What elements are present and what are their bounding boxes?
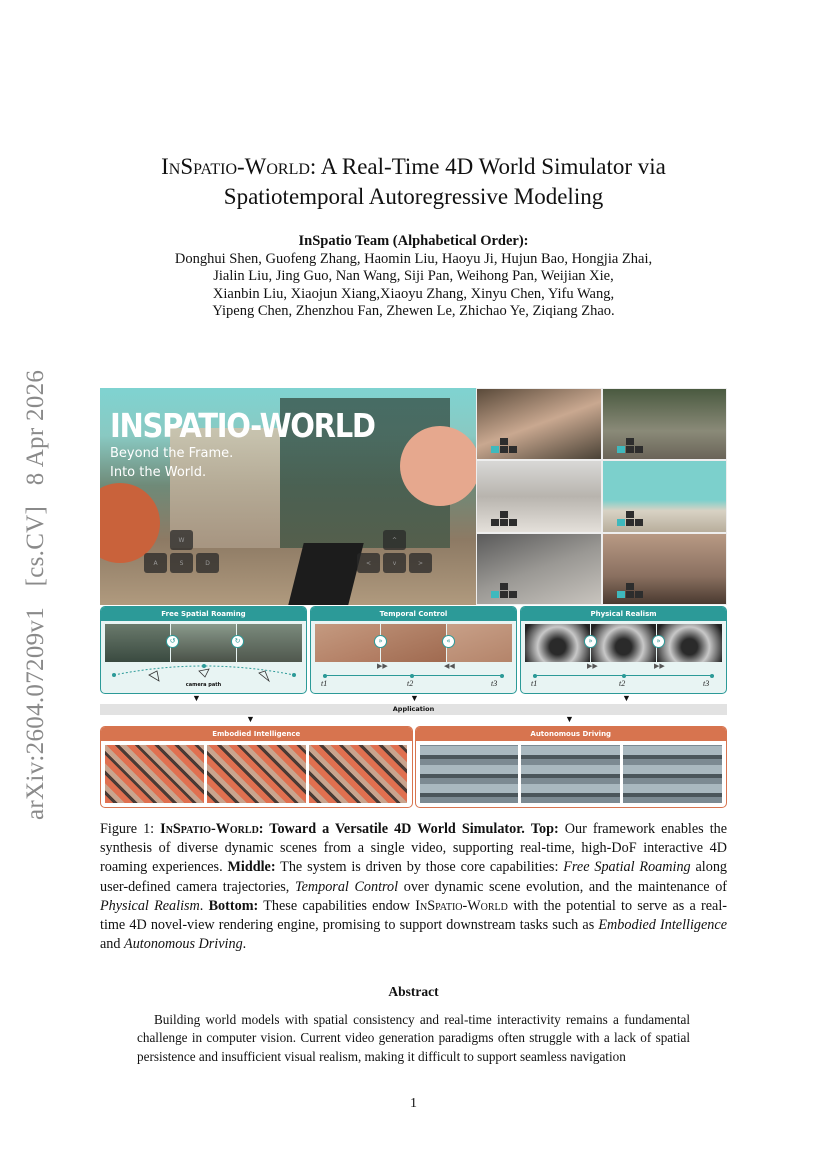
time-label-2: t2 (407, 679, 414, 688)
control-keys-icon (491, 511, 517, 526)
caption-title: : Toward a Versatile 4D World Simulator. (258, 821, 525, 837)
scene-tile-stream (602, 388, 728, 460)
fast-forward-icon: » (652, 635, 665, 648)
temporal-frame-3 (447, 624, 512, 662)
temporal-frame-1 (315, 624, 380, 662)
applications-row (100, 726, 727, 808)
scene-tile-beach (602, 460, 728, 532)
roaming-frame-2 (171, 624, 236, 662)
scene-grid (476, 388, 727, 605)
arrow-keys-icon (357, 530, 432, 573)
down-arrow-icon: ▼ (622, 693, 631, 703)
caption-application-1: Embodied Intelligence (598, 917, 727, 934)
abstract-heading: Abstract (388, 984, 439, 999)
road-shape (286, 543, 363, 605)
application-images (105, 745, 408, 803)
key-up: ^ (383, 530, 406, 550)
embodied-grid-3 (309, 745, 408, 803)
time-label-3: t3 (703, 679, 710, 688)
timeline (533, 675, 714, 676)
caption-system-name: InSpatio-World (415, 897, 508, 914)
key-d: D (196, 553, 219, 573)
physics-frame-3 (657, 624, 722, 662)
capability-temporal-control (310, 606, 517, 694)
control-keys-icon (617, 511, 643, 526)
caption-capability-2: Temporal Control (294, 878, 399, 895)
time-label-2: t2 (619, 679, 626, 688)
team-name: InSpatio Team (Alphabetical Order): (298, 233, 529, 249)
caption-and: and (100, 936, 121, 953)
embodied-grid-1 (105, 745, 204, 803)
caption-application-2: Autonomous Driving (124, 936, 243, 953)
timeline (323, 675, 504, 676)
timeline-dot (500, 674, 504, 678)
caption-middle-text: along user-defined camera trajectories, (100, 859, 728, 895)
abstract-text: Building world models with spatial consistency and real-time interactivity remains a fundamental challenge in computer vision. Current video generation paradigms often struggle with a lack of spatial persistence and insufficient visual realism, making it difficult to support seamless navigation (137, 1012, 690, 1064)
caption-bottom-label: Bottom: (208, 897, 259, 914)
rewind-icon: ◀◀ (444, 662, 455, 670)
caption-bottom-text: These capabilities endow (263, 897, 411, 914)
control-keys-icon (491, 438, 517, 453)
capability-free-spatial-roaming (100, 606, 307, 694)
down-arrow-icon: ▼ (410, 693, 419, 703)
figure-1 (100, 388, 727, 808)
title-line1-rest: : A Real-Time 4D World Simulator via (309, 154, 666, 179)
control-keys-icon (617, 438, 643, 453)
wasd-keys-icon (144, 530, 219, 573)
fast-forward-icon: » (584, 635, 597, 648)
application-autonomous-driving (415, 726, 728, 808)
hero-subtitle-line1: Beyond the Frame. (110, 446, 234, 461)
timeline-dot (410, 674, 414, 678)
timeline-dot (622, 674, 626, 678)
capability-images (105, 624, 302, 662)
capability-title: Temporal Control (311, 607, 516, 621)
application-title: Autonomous Driving (416, 727, 727, 741)
scene-tile-tent (476, 388, 602, 460)
key-down: v (383, 553, 406, 573)
arxiv-category: [cs.CV] (22, 505, 49, 587)
title-line2: Spatiotemporal Autoregressive Modeling (223, 184, 604, 209)
fast-forward-icon: ▶▶ (587, 662, 598, 670)
rewind-icon: « (442, 635, 455, 648)
key-blank (409, 530, 432, 550)
application-bar: Application (100, 704, 727, 715)
driving-grid-2 (521, 745, 620, 803)
roaming-frame-3 (237, 624, 302, 662)
rotate-ccw-icon: ↺ (166, 635, 179, 648)
physics-frame-2 (591, 624, 656, 662)
capability-images (525, 624, 722, 662)
scene-tile-room (602, 533, 728, 605)
control-keys-icon (491, 583, 517, 598)
caption-middle-text: over dynamic scene evolution, and the maintenance of (403, 878, 728, 895)
caption-bottom-text: with the potential to serve as a real-time 4D novel-view rendering engine, promising to support downstream tasks such as (100, 897, 728, 934)
capability-physical-realism (520, 606, 727, 694)
time-label-1: t1 (321, 679, 328, 688)
pink-tree-right (400, 426, 476, 506)
paper-title (100, 152, 727, 212)
application-title: Embodied Intelligence (101, 727, 412, 741)
down-arrow-icon: ▼ (192, 693, 201, 703)
caption-system-name: InSpatio-World (160, 821, 259, 837)
time-label-1: t1 (531, 679, 538, 688)
key-blank (357, 530, 380, 550)
author-line-3: Xianbin Liu, Xiaojun Xiang,Xiaoyu Zhang, Xinyu Chen, Yifu Wang, (212, 285, 615, 302)
capabilities-row (100, 606, 727, 694)
down-arrow-icon: ▼ (565, 714, 574, 724)
key-right: > (409, 553, 432, 573)
roaming-frame-1 (105, 624, 170, 662)
author-line-2: Jialin Liu, Jing Guo, Nan Wang, Siji Pan, Weihong Pan, Weijian Xie, (213, 268, 614, 285)
timeline-dot (710, 674, 714, 678)
page-number: 1 (410, 1096, 417, 1111)
fast-forward-icon: » (374, 635, 387, 648)
caption-top-label: Top: (530, 821, 559, 837)
arxiv-id: arXiv:2604.07209v1 (22, 606, 49, 820)
key-left: < (357, 553, 380, 573)
figure-caption: Figure 1: InSpatio-World: Toward a Versatile 4D World Simulator. Top: Our framework enables the synthesis of diverse dynamic scenes from a single video, supporting real-time, high-DoF interactive 4D roaming experiences. Middle: The system is driven by those core capabilities: Free Spatial Roaming along user-defined camera trajectories, Temporal Control over dynamic scene evolution, and the maintenance of Physical Realism. Bottom: These capabilities endow InSpatio-World with the potential to serve as a real-time 4D novel-view rendering engine, promising to support downstream tasks such as Embodied Intelligence and Autonomous Driving. (100, 821, 728, 953)
application-embodied-intelligence (100, 726, 413, 808)
author-block (100, 233, 727, 321)
capability-title: Physical Realism (521, 607, 726, 621)
caption-capability-3: Physical Realism (100, 897, 200, 914)
author-line-1: Donghui Shen, Guofeng Zhang, Haomin Liu, Haoyu Ji, Hujun Bao, Hongjia Zhai, (174, 250, 653, 267)
fast-forward-icon: ▶▶ (654, 662, 665, 670)
down-arrow-icon: ▼ (246, 714, 255, 724)
time-label-3: t3 (491, 679, 498, 688)
scene-tile-robot-kitchen (476, 460, 602, 532)
caption-middle-text: The system is driven by those core capabilities: (280, 859, 559, 876)
temporal-frame-2 (381, 624, 446, 662)
driving-grid-3 (623, 745, 722, 803)
hero-subtitle (110, 444, 233, 482)
key-blank (144, 530, 167, 550)
key-w: W (170, 530, 193, 550)
caption-middle-label: Middle: (227, 859, 276, 876)
scene-tile-rocks (476, 533, 602, 605)
driving-grid-1 (420, 745, 519, 803)
camera-path-label: camera path (185, 682, 222, 688)
physics-frame-1 (525, 624, 590, 662)
title-system-name: InSpatio-World (161, 154, 310, 179)
capability-images (315, 624, 512, 662)
caption-capability-1: Free Spatial Roaming (563, 859, 691, 876)
hero-subtitle-line2: Into the World. (110, 465, 207, 480)
arxiv-date: 8 Apr 2026 (22, 369, 49, 486)
timeline-dot (533, 674, 537, 678)
application-images (420, 745, 723, 803)
author-line-4: Yipeng Chen, Zhenzhou Fan, Zhewen Le, Zhichao Ye, Ziqiang Zhao. (212, 303, 615, 320)
hero-title: INSPATIO-WORLD (110, 406, 375, 445)
key-a: A (144, 553, 167, 573)
hero-image (100, 388, 476, 605)
capability-title: Free Spatial Roaming (101, 607, 306, 621)
timeline-dot (323, 674, 327, 678)
fast-forward-icon: ▶▶ (377, 662, 388, 670)
key-blank (196, 530, 219, 550)
caption-top-text: Our framework enables the synthesis of diverse dynamic scenes from a single video, supporting real-time, high-DoF interactive 4D roaming experiences. (100, 821, 728, 876)
arxiv-stamp (22, 356, 50, 820)
key-s: S (170, 553, 193, 573)
caption-prefix: Figure 1: (100, 821, 155, 837)
rotate-cw-icon: ↻ (231, 635, 244, 648)
control-keys-icon (617, 583, 643, 598)
embodied-grid-2 (207, 745, 306, 803)
